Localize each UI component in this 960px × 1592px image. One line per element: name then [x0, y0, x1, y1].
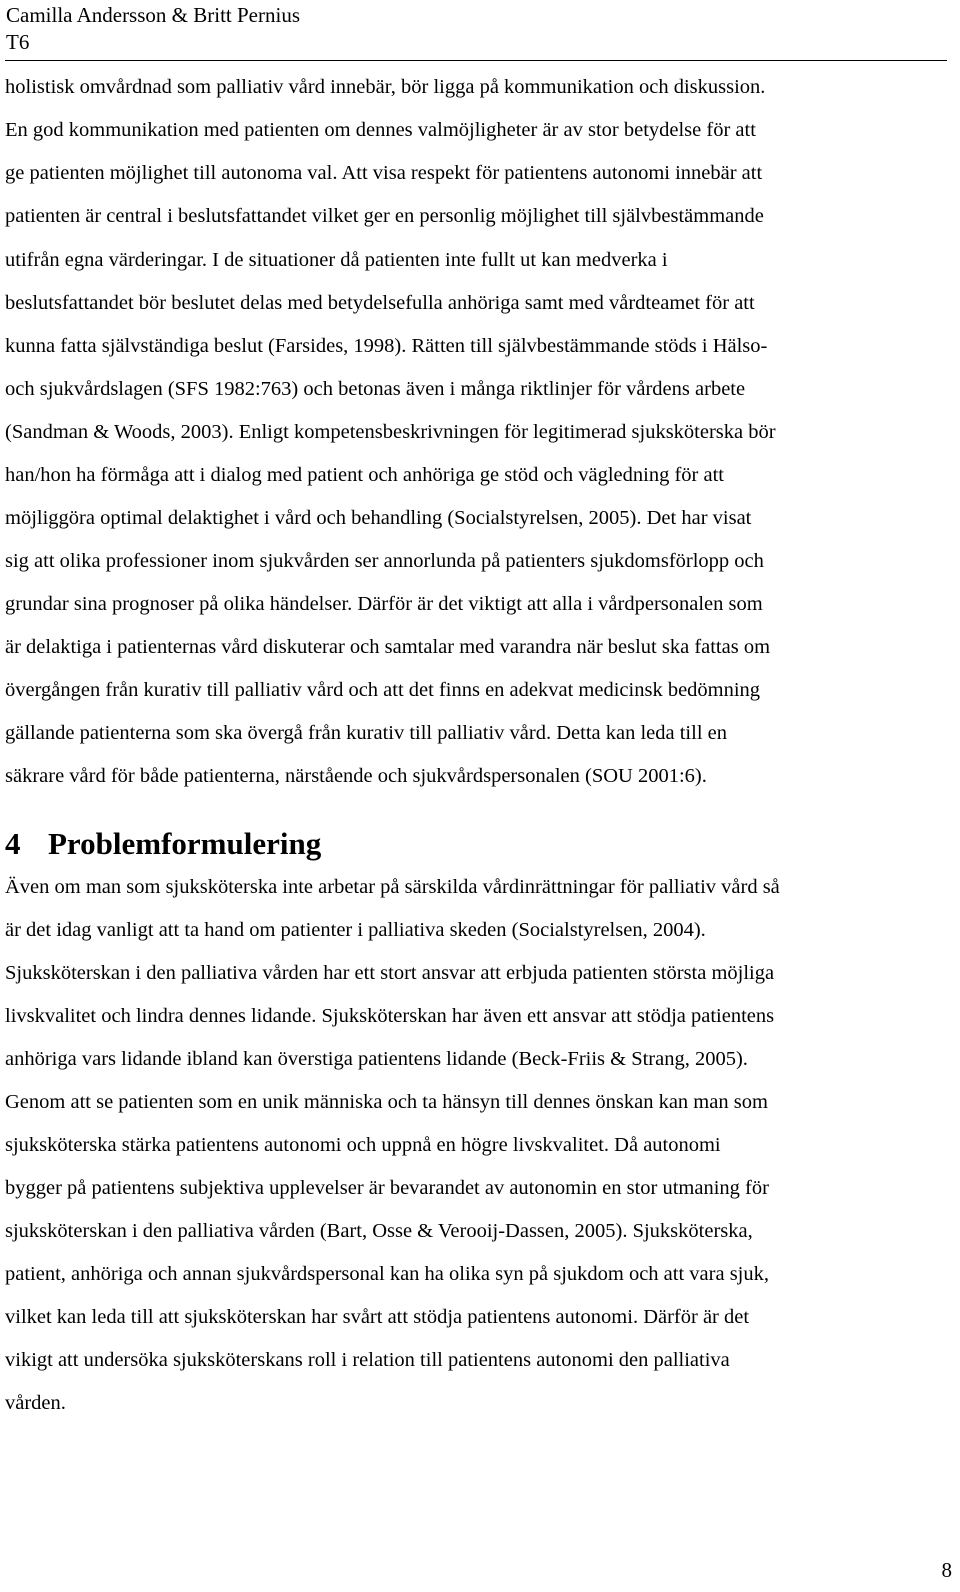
text-line: Sjuksköterskan i den palliativa vården har ett stort ansvar att erbjuda patienten största möjliga	[5, 962, 775, 984]
text-line: han/hon ha förmåga att i dialog med patient och anhöriga ge stöd och vägledning för att	[5, 464, 724, 486]
text-line: patienten är central i beslutsfattandet vilket ger en personlig möjlighet till självbestämmande	[5, 205, 764, 227]
text-line: sig att olika professioner inom sjukvården ser annorlunda på patienters sjukdomsförlopp och	[5, 550, 764, 572]
text-line: En god kommunikation med patienten om dennes valmöjligheter är av stor betydelse för att	[5, 119, 756, 141]
text-line: övergången från kurativ till palliativ vård och att det finns en adekvat medicinsk bedömning	[5, 679, 761, 701]
text-line: anhöriga vars lidande ibland kan överstiga patientens lidande (Beck-Friis & Strang, 2005).	[5, 1048, 748, 1070]
header-rule	[5, 60, 947, 61]
text-line: grundar sina prognoser på olika händelser. Därför är det viktigt att alla i vårdpersonalen som	[5, 593, 763, 615]
text-line: beslutsfattandet bör beslutet delas med betydelsefulla anhöriga samt med vårdteamet för att	[5, 292, 755, 314]
text-line: och sjukvårdslagen (SFS 1982:763) och betonas även i många riktlinjer för vårdens arbete	[5, 378, 746, 400]
text-line: sjuksköterskan i den palliativa vården (Bart, Osse & Verooij-Dassen, 2005). Sjuksköterska,	[5, 1220, 753, 1242]
text-line: gällande patienterna som ska övergå från kurativ till palliativ vård. Detta kan leda till en	[5, 722, 727, 744]
text-line: är delaktiga i patienternas vård diskuterar och samtalar med varandra när beslut ska fattas om	[5, 636, 771, 658]
header-code: T6	[6, 30, 30, 54]
text-line: ge patienten möjlighet till autonoma val. Att visa respekt för patientens autonomi innebär att	[5, 162, 763, 184]
text-line: Genom att se patienten som en unik människa och ta hänsyn till dennes önskan kan man som	[5, 1091, 768, 1113]
section-title: Problemformulering	[48, 826, 322, 861]
running-header	[6, 2, 300, 56]
text-line: vikigt att undersöka sjuksköterskans roll i relation till patientens autonomi den palliativa	[5, 1349, 730, 1371]
text-line: Även om man som sjuksköterska inte arbetar på särskilda vårdinrättningar för palliativ vård så	[5, 876, 780, 898]
text-line: sjuksköterska stärka patientens autonomi och uppnå en högre livskvalitet. Då autonomi	[5, 1134, 721, 1156]
text-line: säkrare vård för både patienterna, närstående och sjukvårdspersonalen (SOU 2001:6).	[5, 765, 707, 787]
text-line: är det idag vanligt att ta hand om patienter i palliativa skeden (Socialstyrelsen, 2004).	[5, 919, 706, 941]
text-line: (Sandman & Woods, 2003). Enligt kompetensbeskrivningen för legitimerad sjuksköterska bör	[5, 421, 776, 443]
text-line: utifrån egna värderingar. I de situationer då patienten inte fullt ut kan medverka i	[5, 249, 668, 271]
text-line: holistisk omvårdnad som palliativ vård innebär, bör ligga på kommunikation och diskussion.	[5, 76, 766, 98]
section-number: 4	[5, 826, 21, 861]
text-line: möjliggöra optimal delaktighet i vård och behandling (Socialstyrelsen, 2005). Det har visat	[5, 507, 752, 529]
text-line: vården.	[5, 1392, 66, 1414]
text-line: vilket kan leda till att sjuksköterskan har svårt att stödja patientens autonomi. Därför är det	[5, 1306, 750, 1328]
text-line: patient, anhöriga och annan sjukvårdspersonal kan ha olika syn på sjukdom och att vara sjuk,	[5, 1263, 769, 1285]
section-heading	[5, 823, 321, 865]
text-line: kunna fatta självständiga beslut (Farsides, 1998). Rätten till självbestämmande stöds i Hälso-	[5, 335, 768, 357]
text-line: bygger på patientens subjektiva upplevelser är bevarandet av autonomin en stor utmaning för	[5, 1177, 769, 1199]
page-number: 8	[941, 1558, 952, 1582]
text-line: livskvalitet och lindra dennes lidande. Sjuksköterskan har även ett ansvar att stödja patientens	[5, 1005, 775, 1027]
header-authors: Camilla Andersson & Britt Pernius	[6, 3, 300, 27]
